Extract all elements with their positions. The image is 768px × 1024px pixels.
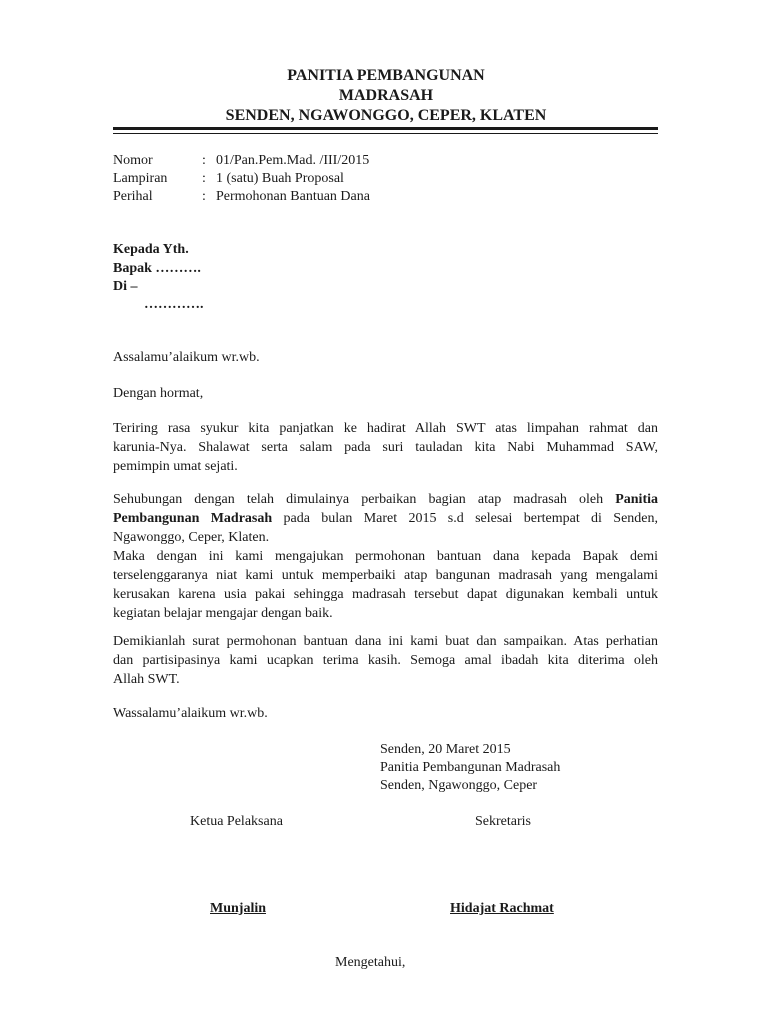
paragraph-closing: [113, 632, 658, 689]
salutation: Dengan hormat,: [113, 386, 204, 401]
paragraph-text: pada bulan Maret 2015 s.d selesai bertempat di Senden,: [272, 511, 658, 526]
paragraph-line: dan partisipasinya kami ucapkan terima kasih. Semoga amal ibadah kita diterima oleh: [113, 653, 658, 668]
greeting: Assalamu’alaikum wr.wb.: [113, 350, 260, 365]
meta-value-lampiran: 1 (satu) Buah Proposal: [216, 171, 344, 186]
paragraph-line: kerusakan karena usia pakai sehingga madrasah tersebut dapat digunakan kembali untuk: [113, 587, 658, 602]
paragraph-bold-text: Panitia: [615, 492, 658, 507]
meta-value-perihal: Permohonan Bantuan Dana: [216, 189, 370, 204]
signatory-title-right: Sekretaris: [475, 814, 531, 829]
paragraph-line: Ngawonggo, Ceper, Klaten.: [113, 530, 270, 545]
letterhead-rule-thick: [113, 127, 658, 130]
signatory-name-left: Munjalin: [210, 901, 267, 916]
paragraph-line: Allah SWT.: [113, 672, 180, 687]
meta-sep: :: [202, 153, 206, 168]
meta-sep: :: [202, 189, 206, 204]
place-date-line-2: Panitia Pembangunan Madrasah: [380, 760, 561, 775]
paragraph-line: terselenggaranya niat kami untuk memperbaiki atap bangunan madrasah yang mengalami: [113, 568, 658, 583]
signatory-title-left: Ketua Pelaksana: [190, 814, 283, 829]
place-date-line-1: Senden, 20 Maret 2015: [380, 742, 511, 757]
recipient-line-2: Bapak ……….: [113, 261, 201, 276]
place-date-line-3: Senden, Ngawonggo, Ceper: [380, 778, 538, 793]
letterhead-line-1: PANITIA PEMBANGUNAN: [287, 67, 485, 84]
paragraph-context: [113, 490, 658, 623]
paragraph-line: [113, 490, 658, 509]
meta-sep: :: [202, 171, 206, 186]
paragraph-text: Sehubungan dengan telah dimulainya perbaikan bagian atap madrasah oleh: [113, 492, 616, 507]
acknowledged-label: Mengetahui,: [335, 955, 406, 970]
recipient-line-1: Kepada Yth.: [113, 242, 189, 257]
closing-greeting: Wassalamu’alaikum wr.wb.: [113, 706, 268, 721]
signatory-name-right: Hidajat Rachmat: [450, 901, 554, 916]
meta-label-perihal: Perihal: [113, 189, 153, 204]
meta-label-nomor: Nomor: [113, 153, 153, 168]
paragraph-line: Demikianlah surat permohonan bantuan dana ini kami buat dan sampaikan. Atas perhatian: [113, 634, 658, 649]
paragraph-line: [113, 509, 658, 528]
paragraph-line: pemimpin umat sejati.: [113, 459, 238, 474]
letterhead-line-2: MADRASAH: [338, 87, 434, 104]
paragraph-line: Teriring rasa syukur kita panjatkan ke hadirat Allah SWT atas limpahan rahmat dan: [113, 421, 658, 436]
paragraph-line: kegiatan belajar mengajar dengan baik.: [113, 606, 333, 621]
letterhead-line-3: SENDEN, NGAWONGGO, CEPER, KLATEN: [225, 107, 547, 124]
paragraph-bold-text: Pembangunan Madrasah: [113, 511, 273, 526]
recipient-line-3: Di –: [113, 279, 138, 294]
paragraph-opening: [113, 419, 658, 476]
paragraph-line: karunia-Nya. Shalawat serta salam pada suri tauladan kita Nabi Muhammad SAW,: [113, 440, 658, 455]
paragraph-line: Maka dengan ini kami mengajukan permohonan bantuan dana kepada Bapak demi: [113, 549, 658, 564]
letterhead-rule-thin: [113, 133, 658, 134]
meta-label-lampiran: Lampiran: [113, 171, 168, 186]
recipient-line-4: ………….: [144, 297, 204, 312]
meta-value-nomor: 01/Pan.Pem.Mad. /III/2015: [216, 153, 370, 168]
